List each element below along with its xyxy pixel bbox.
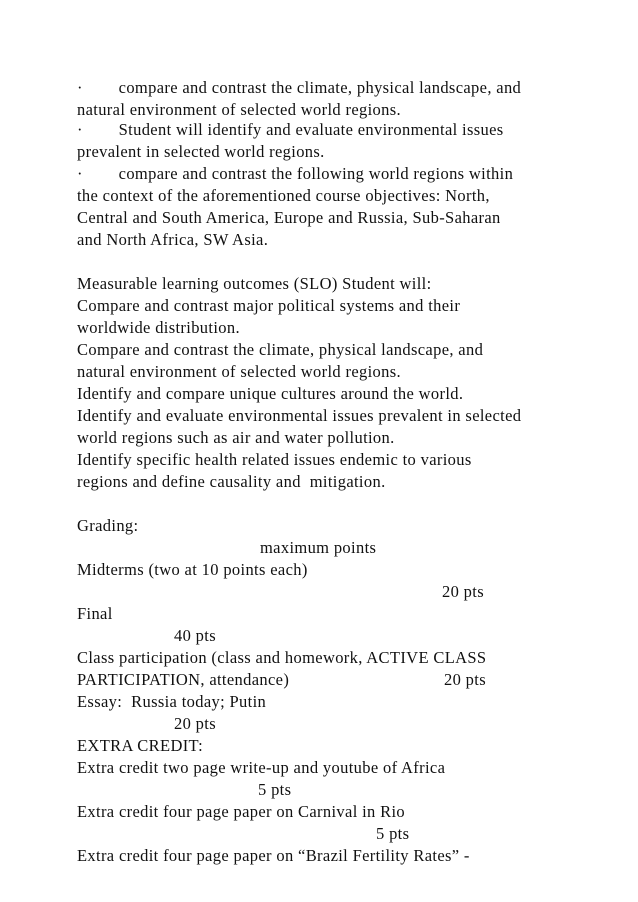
slo-line: worldwide distribution.	[77, 318, 240, 337]
extra-credit-item: Extra credit two page write-up and youtube of Africa	[77, 758, 446, 777]
grading-column-header: maximum points	[260, 538, 377, 557]
grading-heading: Grading:	[77, 516, 139, 535]
objective-line: · compare and contrast the following world regions within	[77, 164, 514, 183]
grading-points: 20 pts	[174, 714, 216, 733]
slo-line: Compare and contrast the climate, physical landscape, and	[77, 340, 484, 359]
slo-line: natural environment of selected world regions.	[77, 362, 402, 381]
extra-credit-points: 5 pts	[258, 780, 292, 799]
objective-line: · compare and contrast the climate, physical landscape, and	[77, 78, 522, 97]
slo-line: Identify and evaluate environmental issues prevalent in selected	[77, 406, 522, 425]
slo-line: world regions such as air and water pollution.	[77, 428, 395, 447]
objective-line: the context of the aforementioned course objectives: North,	[77, 186, 490, 205]
slo-line: regions and define causality and mitigation.	[77, 472, 386, 491]
grading-item: PARTICIPATION, attendance)	[77, 670, 290, 689]
objective-line: Central and South America, Europe and Russia, Sub-Saharan	[77, 208, 501, 227]
slo-heading: Measurable learning outcomes (SLO) Student will:	[77, 274, 432, 293]
slo-line: Identify specific health related issues endemic to various	[77, 450, 472, 469]
extra-credit-heading: EXTRA CREDIT:	[77, 736, 204, 755]
slo-line: Identify and compare unique cultures around the world.	[77, 384, 464, 403]
grading-item: Midterms (two at 10 points each)	[77, 560, 308, 579]
grading-item: Essay: Russia today; Putin	[77, 692, 267, 711]
grading-item: Class participation (class and homework, ACTIVE CLASS	[77, 648, 487, 667]
grading-item: Final	[77, 604, 113, 623]
objective-line: natural environment of selected world regions.	[77, 100, 402, 119]
extra-credit-item: Extra credit four page paper on Carnival in Rio	[77, 802, 406, 821]
objective-line: · Student will identify and evaluate environmental issues	[77, 120, 504, 139]
grading-points: 20 pts	[444, 670, 486, 689]
grading-points: 40 pts	[174, 626, 216, 645]
extra-credit-points: 5 pts	[376, 824, 410, 843]
objective-line: and North Africa, SW Asia.	[77, 230, 269, 249]
extra-credit-item: Extra credit four page paper on “Brazil Fertility Rates” -	[77, 846, 470, 865]
slo-line: Compare and contrast major political systems and their	[77, 296, 461, 315]
objective-line: prevalent in selected world regions.	[77, 142, 325, 161]
grading-points: 20 pts	[442, 582, 484, 601]
